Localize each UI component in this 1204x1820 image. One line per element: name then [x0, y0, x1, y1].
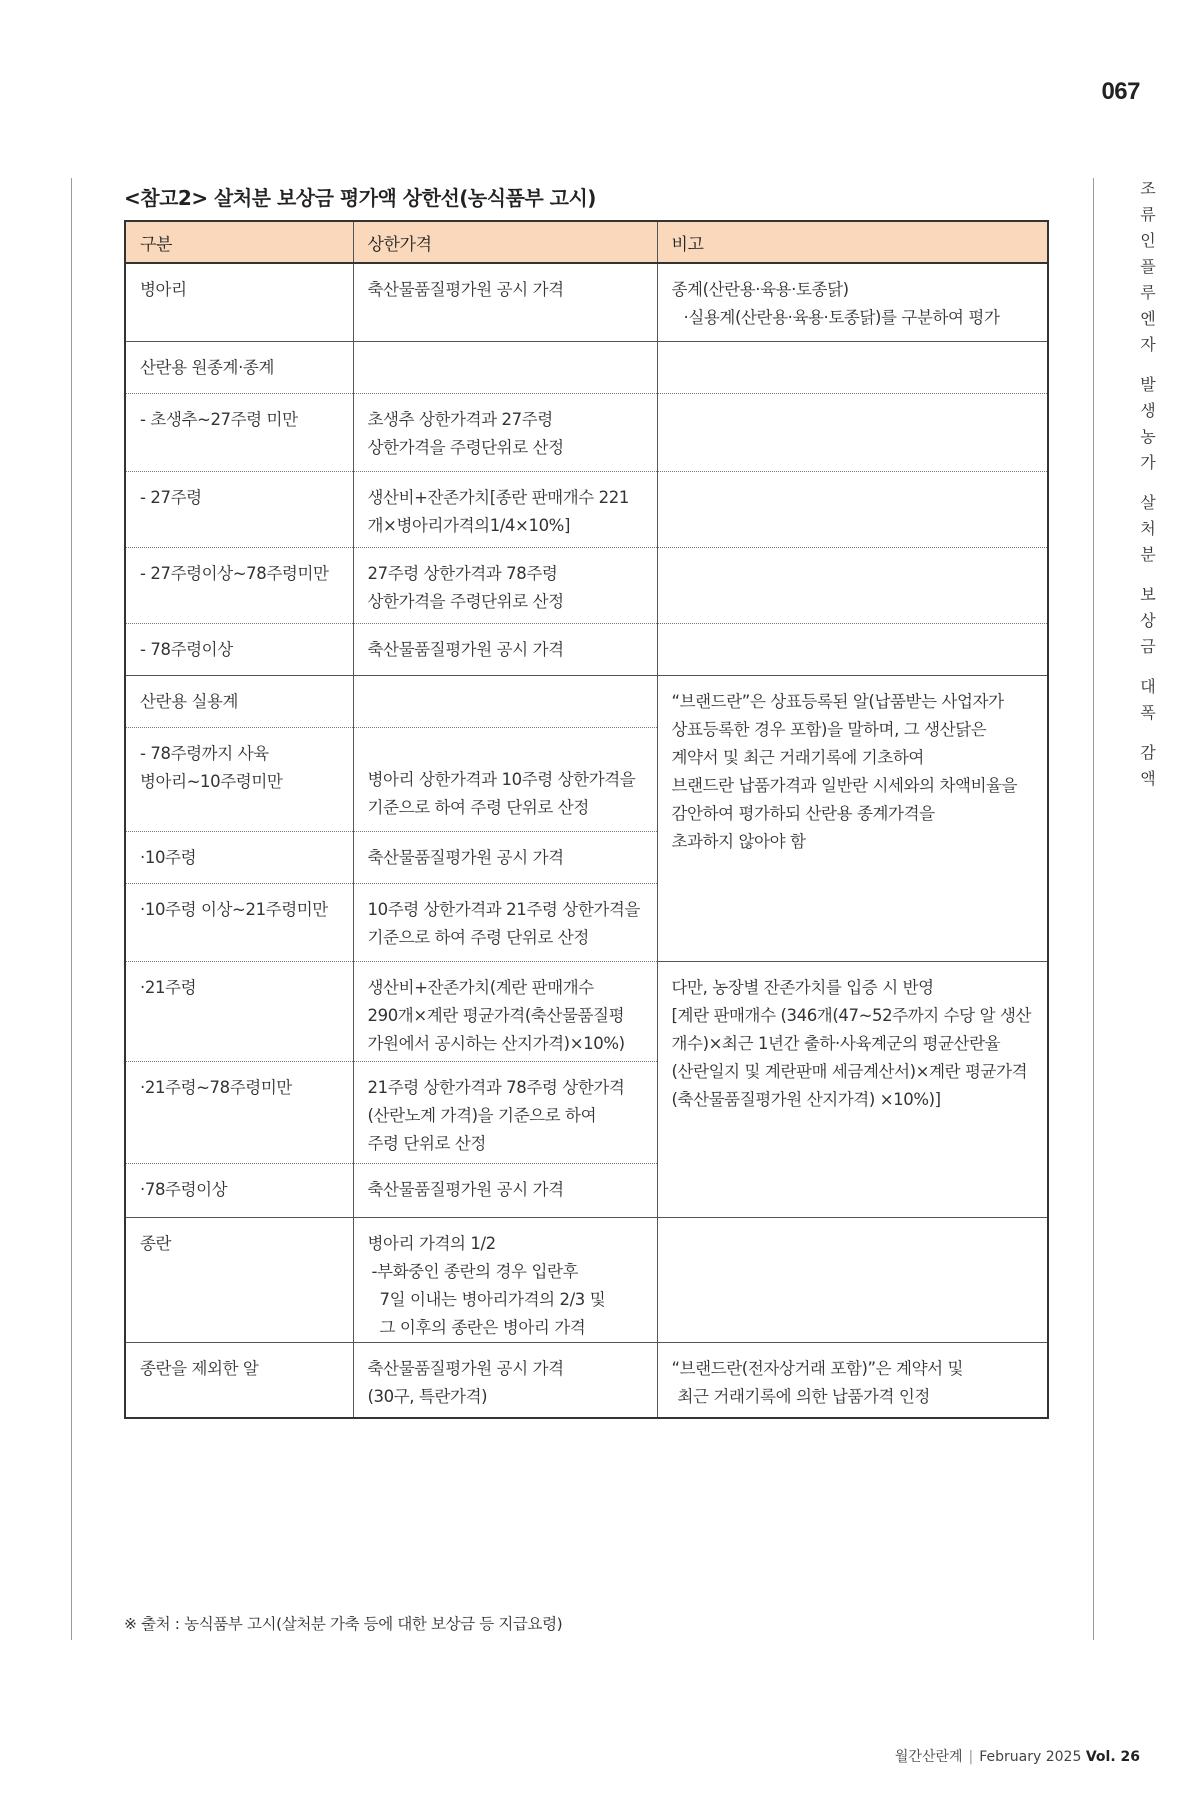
remark-line: 브랜드란 납품가격과 일반란 시세와의 차액비율을	[671, 775, 1018, 795]
remark-line: 다만, 농장별 잔존가치를 입증 시 반영	[671, 977, 934, 997]
side-title-char: 보	[1140, 585, 1156, 604]
remark-line: “브랜드란”은 상표등록된 알(납품받는 사업자가	[671, 691, 1004, 711]
remarks-cell	[657, 393, 1048, 471]
category-cell: 종란을 제외한 알	[125, 1342, 353, 1418]
side-title-char: 분	[1140, 545, 1156, 564]
remarks-cell	[657, 547, 1048, 623]
category-cell: 산란용 실용계	[125, 675, 353, 727]
page-number: 067	[1101, 78, 1140, 105]
price-cell: 초생추 상한가격과 27주령 상한가격을 주령단위로 산정	[353, 393, 657, 471]
table-row	[125, 393, 1048, 471]
price-cell: 축산물품질평가원 공시 가격	[353, 263, 657, 341]
category-cell: ·10주령	[125, 831, 353, 883]
remark-line: 초과하지 않아야 함	[671, 831, 806, 851]
brand-egg-remarks-cell	[657, 675, 1048, 961]
side-title-char: 처	[1140, 519, 1156, 538]
side-title-char: 엔	[1140, 309, 1156, 328]
remark-line: 개수)×최근 1년간 출하·사육계군의 평균산란율	[671, 1033, 1001, 1053]
left-margin-rule	[71, 178, 72, 1640]
table-row	[125, 471, 1048, 547]
price-cell	[353, 341, 657, 393]
side-title-char: 상	[1140, 611, 1156, 630]
source-footnote: ※ 출처 : 농식품부 고시(살처분 가축 등에 대한 보상금 등 지급요령)	[124, 1615, 563, 1633]
page-footer: 월간산란계 | February 2025 Vol. 26	[894, 1749, 1140, 1765]
residual-value-remarks-cell	[657, 961, 1048, 1217]
table-row	[125, 1217, 1048, 1342]
category-cell: - 27주령이상~78주령미만	[125, 547, 353, 623]
category-cell: ·10주령 이상~21주령미만	[125, 883, 353, 961]
table-row	[125, 263, 1048, 341]
side-running-title	[1137, 176, 1159, 792]
side-title-char: 류	[1140, 205, 1156, 224]
table-title: <참고2> 살처분 보상금 평가액 상한선(농식품부 고시)	[124, 186, 596, 210]
price-cell: 생산비+잔존가치(계란 판매개수 290개×계란 평균가격(축산물품질평 가원에서 공시하는 산지가격)×10%)	[353, 961, 657, 1061]
remark-line: (산란일지 및 계란판매 세금계산서)×계란 평균가격	[671, 1061, 1028, 1081]
category-cell: 산란용 원종계·종계	[125, 341, 353, 393]
price-cell: 축산물품질평가원 공시 가격	[353, 623, 657, 675]
table-row	[125, 341, 1048, 393]
side-title-char: 루	[1140, 283, 1156, 302]
category-cell: ·78주령이상	[125, 1163, 353, 1217]
side-title-char: 생	[1140, 401, 1156, 420]
right-margin-rule	[1093, 178, 1094, 1640]
remarks-cell: “브랜드란(전자상거래 포함)”은 계약서 및 최근 거래기록에 의한 납품가격 인정	[657, 1342, 1048, 1418]
category-cell: 종란	[125, 1217, 353, 1342]
remark-line: 감안하여 평가하되 산란용 종계가격을	[671, 803, 935, 823]
category-cell: - 27주령	[125, 471, 353, 547]
price-cell: 병아리 상한가격과 10주령 상한가격을 기준으로 하여 주령 단위로 산정	[353, 727, 657, 831]
price-cell: 축산물품질평가원 공시 가격	[353, 831, 657, 883]
category-cell: ·21주령~78주령미만	[125, 1061, 353, 1163]
category-cell: 병아리	[125, 263, 353, 341]
issue-date: February 2025	[979, 1749, 1082, 1765]
price-cell: 축산물품질평가원 공시 가격 (30구, 특란가격)	[353, 1342, 657, 1418]
header-category: 구분	[125, 221, 353, 263]
category-cell: - 78주령이상	[125, 623, 353, 675]
price-cell: 축산물품질평가원 공시 가격	[353, 1163, 657, 1217]
table-row	[125, 623, 1048, 675]
category-cell: - 초생추~27주령 미만	[125, 393, 353, 471]
side-title-char: 금	[1140, 637, 1156, 656]
remarks-cell	[657, 341, 1048, 393]
side-title-char: 살	[1140, 493, 1156, 512]
magazine-name: 월간산란계	[894, 1749, 963, 1765]
side-title-char: 폭	[1140, 703, 1156, 722]
table-row	[125, 1342, 1048, 1418]
remarks-cell	[657, 623, 1048, 675]
category-cell: - 78주령까지 사육 병아리~10주령미만	[125, 727, 353, 831]
side-title-char: 발	[1140, 375, 1156, 394]
price-cell	[353, 675, 657, 727]
header-cap-price: 상한가격	[353, 221, 657, 263]
remark-line: [계란 판매개수 (346개(47~52주까지 수당 알 생산	[671, 1005, 1032, 1025]
price-cell: 21주령 상한가격과 78주령 상한가격 (산란노계 가격)을 기준으로 하여 주령 단위로 산정	[353, 1061, 657, 1163]
remark-line: 상표등록한 경우 포함)을 말하며, 그 생산닭은	[671, 719, 987, 739]
side-title-char: 플	[1140, 257, 1156, 276]
table-row	[125, 961, 1048, 1061]
header-remarks: 비고	[657, 221, 1048, 263]
side-title-char: 인	[1140, 231, 1156, 250]
side-title-char: 대	[1140, 677, 1156, 696]
table-header-row	[125, 221, 1048, 263]
price-cell: 병아리 가격의 1/2 -부화중인 종란의 경우 입란후 7일 이내는 병아리가격의 2/3 및 그 이후의 종란은 병아리 가격	[353, 1217, 657, 1342]
side-title-char: 자	[1140, 335, 1156, 354]
volume-number: Vol. 26	[1085, 1749, 1140, 1765]
remark-line: 계약서 및 최근 거래기록에 기초하여	[671, 747, 924, 767]
side-title-char: 농	[1140, 427, 1156, 446]
side-title-char: 액	[1140, 769, 1156, 788]
side-title-char: 감	[1140, 743, 1156, 762]
remark-line: (축산물품질평가원 산지가격) ×10%)]	[671, 1089, 941, 1109]
remarks-cell	[657, 471, 1048, 547]
compensation-cap-table	[124, 220, 1049, 1419]
remarks-cell	[657, 1217, 1048, 1342]
table-row	[125, 547, 1048, 623]
category-cell: ·21주령	[125, 961, 353, 1061]
side-title-char: 조	[1140, 179, 1156, 198]
side-title-char: 가	[1140, 453, 1156, 472]
remarks-cell: 종계(산란용·육용·토종닭) ·실용계(산란용·육용·토종닭)를 구분하여 평가	[657, 263, 1048, 341]
table-row	[125, 675, 1048, 727]
price-cell: 27주령 상한가격과 78주령 상한가격을 주령단위로 산정	[353, 547, 657, 623]
price-cell: 생산비+잔존가치[종란 판매개수 221 개×병아리가격의1/4×10%]	[353, 471, 657, 547]
price-cell: 10주령 상한가격과 21주령 상한가격을 기준으로 하여 주령 단위로 산정	[353, 883, 657, 961]
